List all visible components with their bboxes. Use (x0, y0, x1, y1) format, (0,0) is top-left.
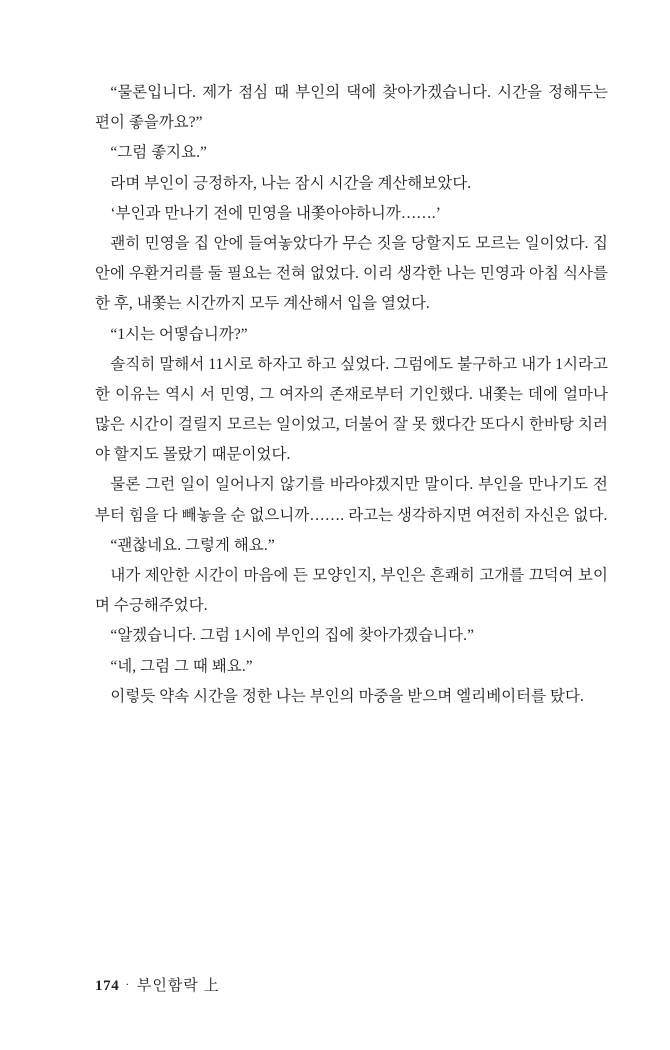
page-footer (95, 974, 220, 995)
page-number: 174 (95, 978, 120, 994)
paragraph: “괜찮네요. 그렇게 해요.” (110, 536, 275, 554)
paragraph: 라며 부인이 긍정하자, 나는 잠시 시간을 계산해보았다. (110, 174, 472, 192)
paragraph: 솔직히 말해서 11시로 하자고 하고 싶었다. 그럼에도 불구하고 내가 1시라고 한 이유는 역시 서 민영, 그 여자의 존재로부터 기인했다. 내쫓는 데에 얼마나 많은 시간이 걸릴지 모르는 일이었고, 더불어 잘 못 했다간 또다시 한바탕 치러야 할지도 몰랐기 때문이었다. (95, 355, 608, 464)
paragraph: “1시는 어떻습니까?” (110, 325, 248, 343)
paragraph: “알겠습니다. 그럼 1시에 부인의 집에 찾아가겠습니다.” (110, 627, 474, 645)
paragraph: “그럼 좋지요.” (110, 144, 207, 162)
page-body (95, 78, 608, 712)
paragraph: 물론 그런 일이 일어나지 않기를 바라야겠지만 말이다. 부인을 만나기도 전부터 힘을 다 빼놓을 순 없으니까……. 라고는 생각하지면 여전히 자신은 없다. (95, 476, 608, 524)
paragraph: 내가 제안한 시간이 마음에 든 모양인지, 부인은 흔쾌히 고개를 끄덕여 보이며 수긍해주었다. (95, 567, 608, 615)
footer-separator: · (125, 977, 130, 991)
paragraph: 이렇듯 약속 시간을 정한 나는 부인의 마중을 받으며 엘리베이터를 탔다. (110, 687, 584, 705)
paragraph: 괜히 민영을 집 안에 들여놓았다가 무슨 짓을 당할지도 모르는 일이었다. 집 안에 우환거리를 둘 필요는 전혀 없었다. 이리 생각한 나는 민영과 아침 식사를 한 후, 내쫓는 시간까지 모두 계산해서 입을 열었다. (95, 234, 608, 313)
paragraph: ‘부인과 만나기 전에 민영을 내쫓아야하니까…….’ (110, 204, 441, 222)
book-title: 부인함락 上 (136, 978, 220, 994)
paragraph: “물론입니다. 제가 점심 때 부인의 댁에 찾아가겠습니다. 시간을 정해두는 편이 좋을까요?” (95, 84, 608, 132)
paragraph: “네, 그럼 그 때 봬요.” (110, 657, 253, 675)
